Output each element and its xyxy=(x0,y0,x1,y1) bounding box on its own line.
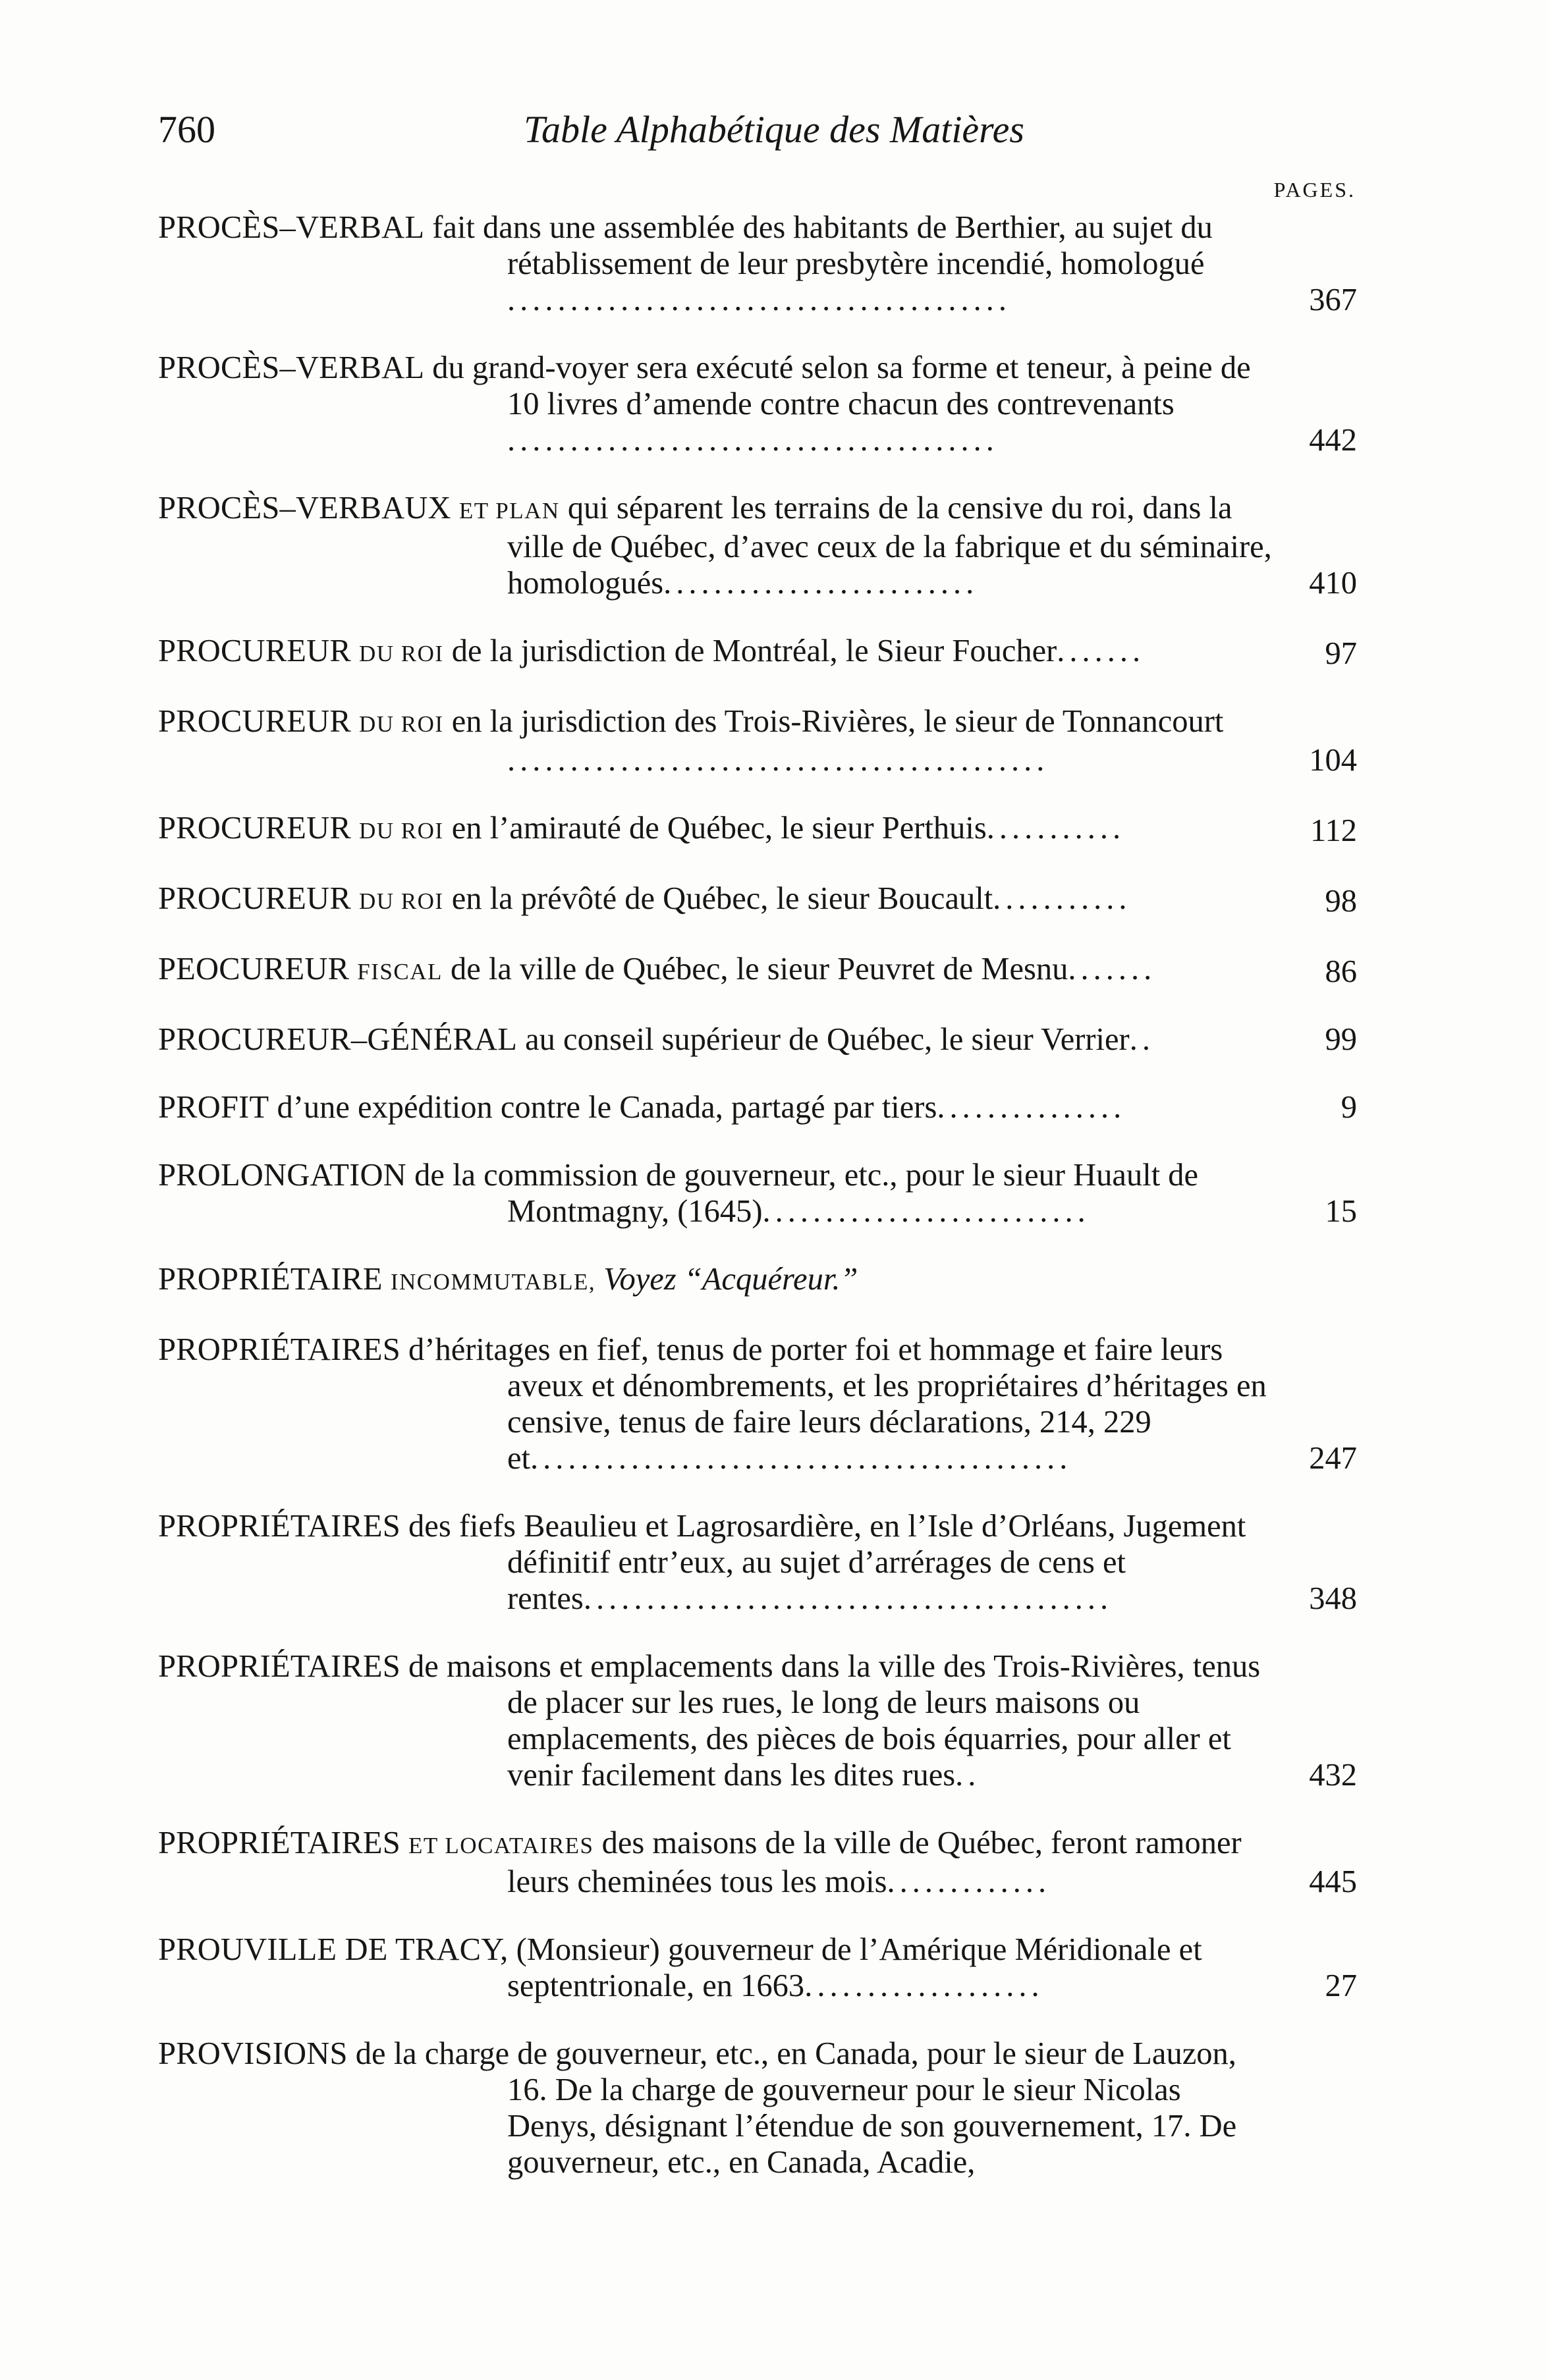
entry-smallcaps: ET PLAN xyxy=(458,498,560,524)
entry-heading: PROCUREUR xyxy=(158,881,351,916)
entry-smallcaps: DU ROI xyxy=(359,888,444,914)
index-entry xyxy=(158,1261,1357,1300)
leader-dots: .. xyxy=(1129,1022,1155,1057)
entry-page-ref: 432 xyxy=(1309,1758,1357,1793)
entry-page-ref: 348 xyxy=(1309,1581,1357,1616)
entry-text: (Monsieur) gouverneur de l’Amérique Méridionale et septentrionale, en 1663 xyxy=(507,1932,1202,2003)
entry-smallcaps: DU ROI xyxy=(359,711,444,737)
entry-heading: PROCUREUR xyxy=(158,704,351,739)
entry-text: en la jurisdiction des Trois-Rivières, le sieur de Tonnancourt xyxy=(443,704,1224,739)
index-entry xyxy=(158,1648,1357,1793)
entry-page-ref: 97 xyxy=(1325,636,1357,671)
entry-page-ref: 98 xyxy=(1325,884,1357,919)
entry-text: qui séparent les terrains de la censive du roi, dans la ville de Québec, d’avec ceux de la fabrique et du séminaire, homologués xyxy=(507,491,1272,601)
pages-column-label: PAGES. xyxy=(1273,178,1356,202)
entry-heading: PROCÈS–VERBAL xyxy=(158,350,425,385)
entry-text: de maisons et emplacements dans la ville des Trois-Rivières, tenus de placer sur les rues, le long de leurs maisons ou emplacements, des pièces de bois équarries, pour aller et venir facilement dans les dites rues xyxy=(400,1649,1261,1793)
entry-heading: PROCUREUR xyxy=(158,634,351,668)
entry-cross-reference: Voyez “Acquéreur.” xyxy=(595,1262,858,1297)
entry-text: de la ville de Québec, le sieur Peuvret de Mesnu xyxy=(442,952,1068,987)
entry-page-ref: 247 xyxy=(1309,1441,1357,1476)
entry-page-ref: 15 xyxy=(1325,1194,1357,1229)
entry-text: de la commission de gouverneur, etc., pour le sieur Huault de Montmagny, (1645) xyxy=(406,1158,1199,1229)
entry-smallcaps: DU ROI xyxy=(359,641,444,666)
entry-heading: PROPRIÉTAIRES xyxy=(158,1826,401,1860)
leader-dots: .......................................... xyxy=(583,1581,1113,1616)
page-number: 760 xyxy=(158,108,215,151)
leader-dots: ............... xyxy=(937,1090,1126,1125)
entry-page-ref: 445 xyxy=(1309,1864,1357,1899)
index-entry xyxy=(158,1089,1357,1125)
entry-text: fait dans une assemblée des habitants de Berthier, au sujet du rétablissement de leur presbytère incendié, homologué xyxy=(424,210,1213,281)
entry-page-ref: 442 xyxy=(1309,423,1357,458)
index-entry xyxy=(158,633,1357,672)
entry-heading: PROCUREUR–GÉNÉRAL xyxy=(158,1022,518,1057)
entry-heading: PEOCUREUR xyxy=(158,952,350,987)
entry-heading: PROUVILLE DE TRACY, xyxy=(158,1932,509,1967)
index-entry xyxy=(158,703,1357,778)
entry-text: des maisons de la ville de Québec, feront ramoner leurs cheminées tous les mois xyxy=(507,1826,1242,1899)
leader-dots: ......................... xyxy=(663,566,979,601)
index-entry xyxy=(158,209,1357,318)
index-entry xyxy=(158,1932,1357,2004)
leader-dots: ........................................... xyxy=(530,1441,1072,1476)
entry-page-ref: 86 xyxy=(1325,954,1357,989)
leader-dots: ........................................ xyxy=(507,283,1011,317)
entry-heading: PROVISIONS xyxy=(158,2036,348,2071)
index-entry xyxy=(158,2036,1357,2180)
entry-heading: PROCÈS–VERBAUX xyxy=(158,491,451,526)
entry-text: en l’amirauté de Québec, le sieur Perthuis xyxy=(443,811,987,846)
entry-smallcaps: ET LOCATAIRES xyxy=(408,1833,594,1858)
index-entry xyxy=(158,880,1357,919)
index-entry xyxy=(158,1508,1357,1617)
index-entries xyxy=(158,209,1357,2212)
entry-text: d’héritages en fief, tenus de porter foi et hommage et faire leurs aveux et dénombrements, et les propriétaires d’héritages en censive, tenus de faire leurs déclarations, 214, 229 et xyxy=(400,1332,1267,1476)
index-entry xyxy=(158,1021,1357,1058)
leader-dots: ........................................... xyxy=(507,743,1049,778)
entry-page-ref: 112 xyxy=(1310,813,1357,848)
entry-text: des fiefs Beaulieu et Lagrosardière, en l’Isle d’Orléans, Jugement définitif entr’eux, au sujet d’arrérages de cens et rentes xyxy=(400,1509,1246,1616)
index-entry xyxy=(158,350,1357,458)
entry-smallcaps: INCOMMUTABLE, xyxy=(390,1269,596,1295)
index-entry xyxy=(158,1332,1357,1476)
entry-heading: PROCUREUR xyxy=(158,811,351,846)
entry-heading: PROPRIÉTAIRES xyxy=(158,1509,401,1544)
leader-dots: ....... xyxy=(1068,952,1157,987)
leader-dots: ........... xyxy=(986,811,1126,846)
entry-page-ref: 104 xyxy=(1309,743,1357,778)
index-entry xyxy=(158,810,1357,849)
leader-dots: ........... xyxy=(993,881,1132,916)
leader-dots: .......................... xyxy=(762,1194,1090,1229)
running-title: Table Alphabétique des Matières xyxy=(524,108,1024,151)
entry-text: d’une expédition contre le Canada, partagé par tiers xyxy=(269,1090,937,1125)
entry-text: au conseil supérieur de Québec, le sieur Verrier xyxy=(517,1022,1130,1057)
index-entry xyxy=(158,951,1357,990)
entry-page-ref: 9 xyxy=(1341,1090,1357,1125)
entry-heading: PROPRIÉTAIRES xyxy=(158,1332,401,1367)
entry-smallcaps: FISCAL xyxy=(357,959,443,985)
entry-heading: PROPRIÉTAIRES xyxy=(158,1649,401,1684)
index-entry xyxy=(158,1825,1357,1900)
leader-dots: ............. xyxy=(887,1864,1051,1899)
index-entry xyxy=(158,1157,1357,1230)
entry-text: de la jurisdiction de Montréal, le Sieur Foucher xyxy=(443,634,1057,668)
entry-text: de la charge de gouverneur, etc., en Canada, pour le sieur de Lauzon, 16. De la charge de gouverneur pour le sieur Nicolas Denys, désignant l’étendue de son gouvernement, 17. De gouverneur, etc., en Canada, Acadie, xyxy=(347,2036,1237,2180)
entry-page-ref: 410 xyxy=(1309,566,1357,601)
index-entry xyxy=(158,490,1357,601)
leader-dots: ................... xyxy=(804,1968,1044,2003)
leader-dots: ....... xyxy=(1057,634,1146,668)
entry-heading: PROPRIÉTAIRE xyxy=(158,1262,383,1297)
entry-smallcaps: DU ROI xyxy=(359,818,444,844)
entry-page-ref: 367 xyxy=(1309,283,1357,317)
entry-text: du grand-voyer sera exécuté selon sa forme et teneur, à peine de 10 livres d’amende contre chacun des contrevenants xyxy=(424,350,1251,421)
entry-heading: PROLONGATION xyxy=(158,1158,406,1193)
leader-dots: .. xyxy=(955,1758,981,1793)
entry-heading: PROCÈS–VERBAL xyxy=(158,210,425,245)
entry-page-ref: 27 xyxy=(1325,1968,1357,2003)
leader-dots: ....................................... xyxy=(507,423,999,458)
entry-text: en la prévôté de Québec, le sieur Boucault xyxy=(443,881,993,916)
entry-heading: PROFIT xyxy=(158,1090,269,1125)
entry-page-ref: 99 xyxy=(1325,1022,1357,1057)
